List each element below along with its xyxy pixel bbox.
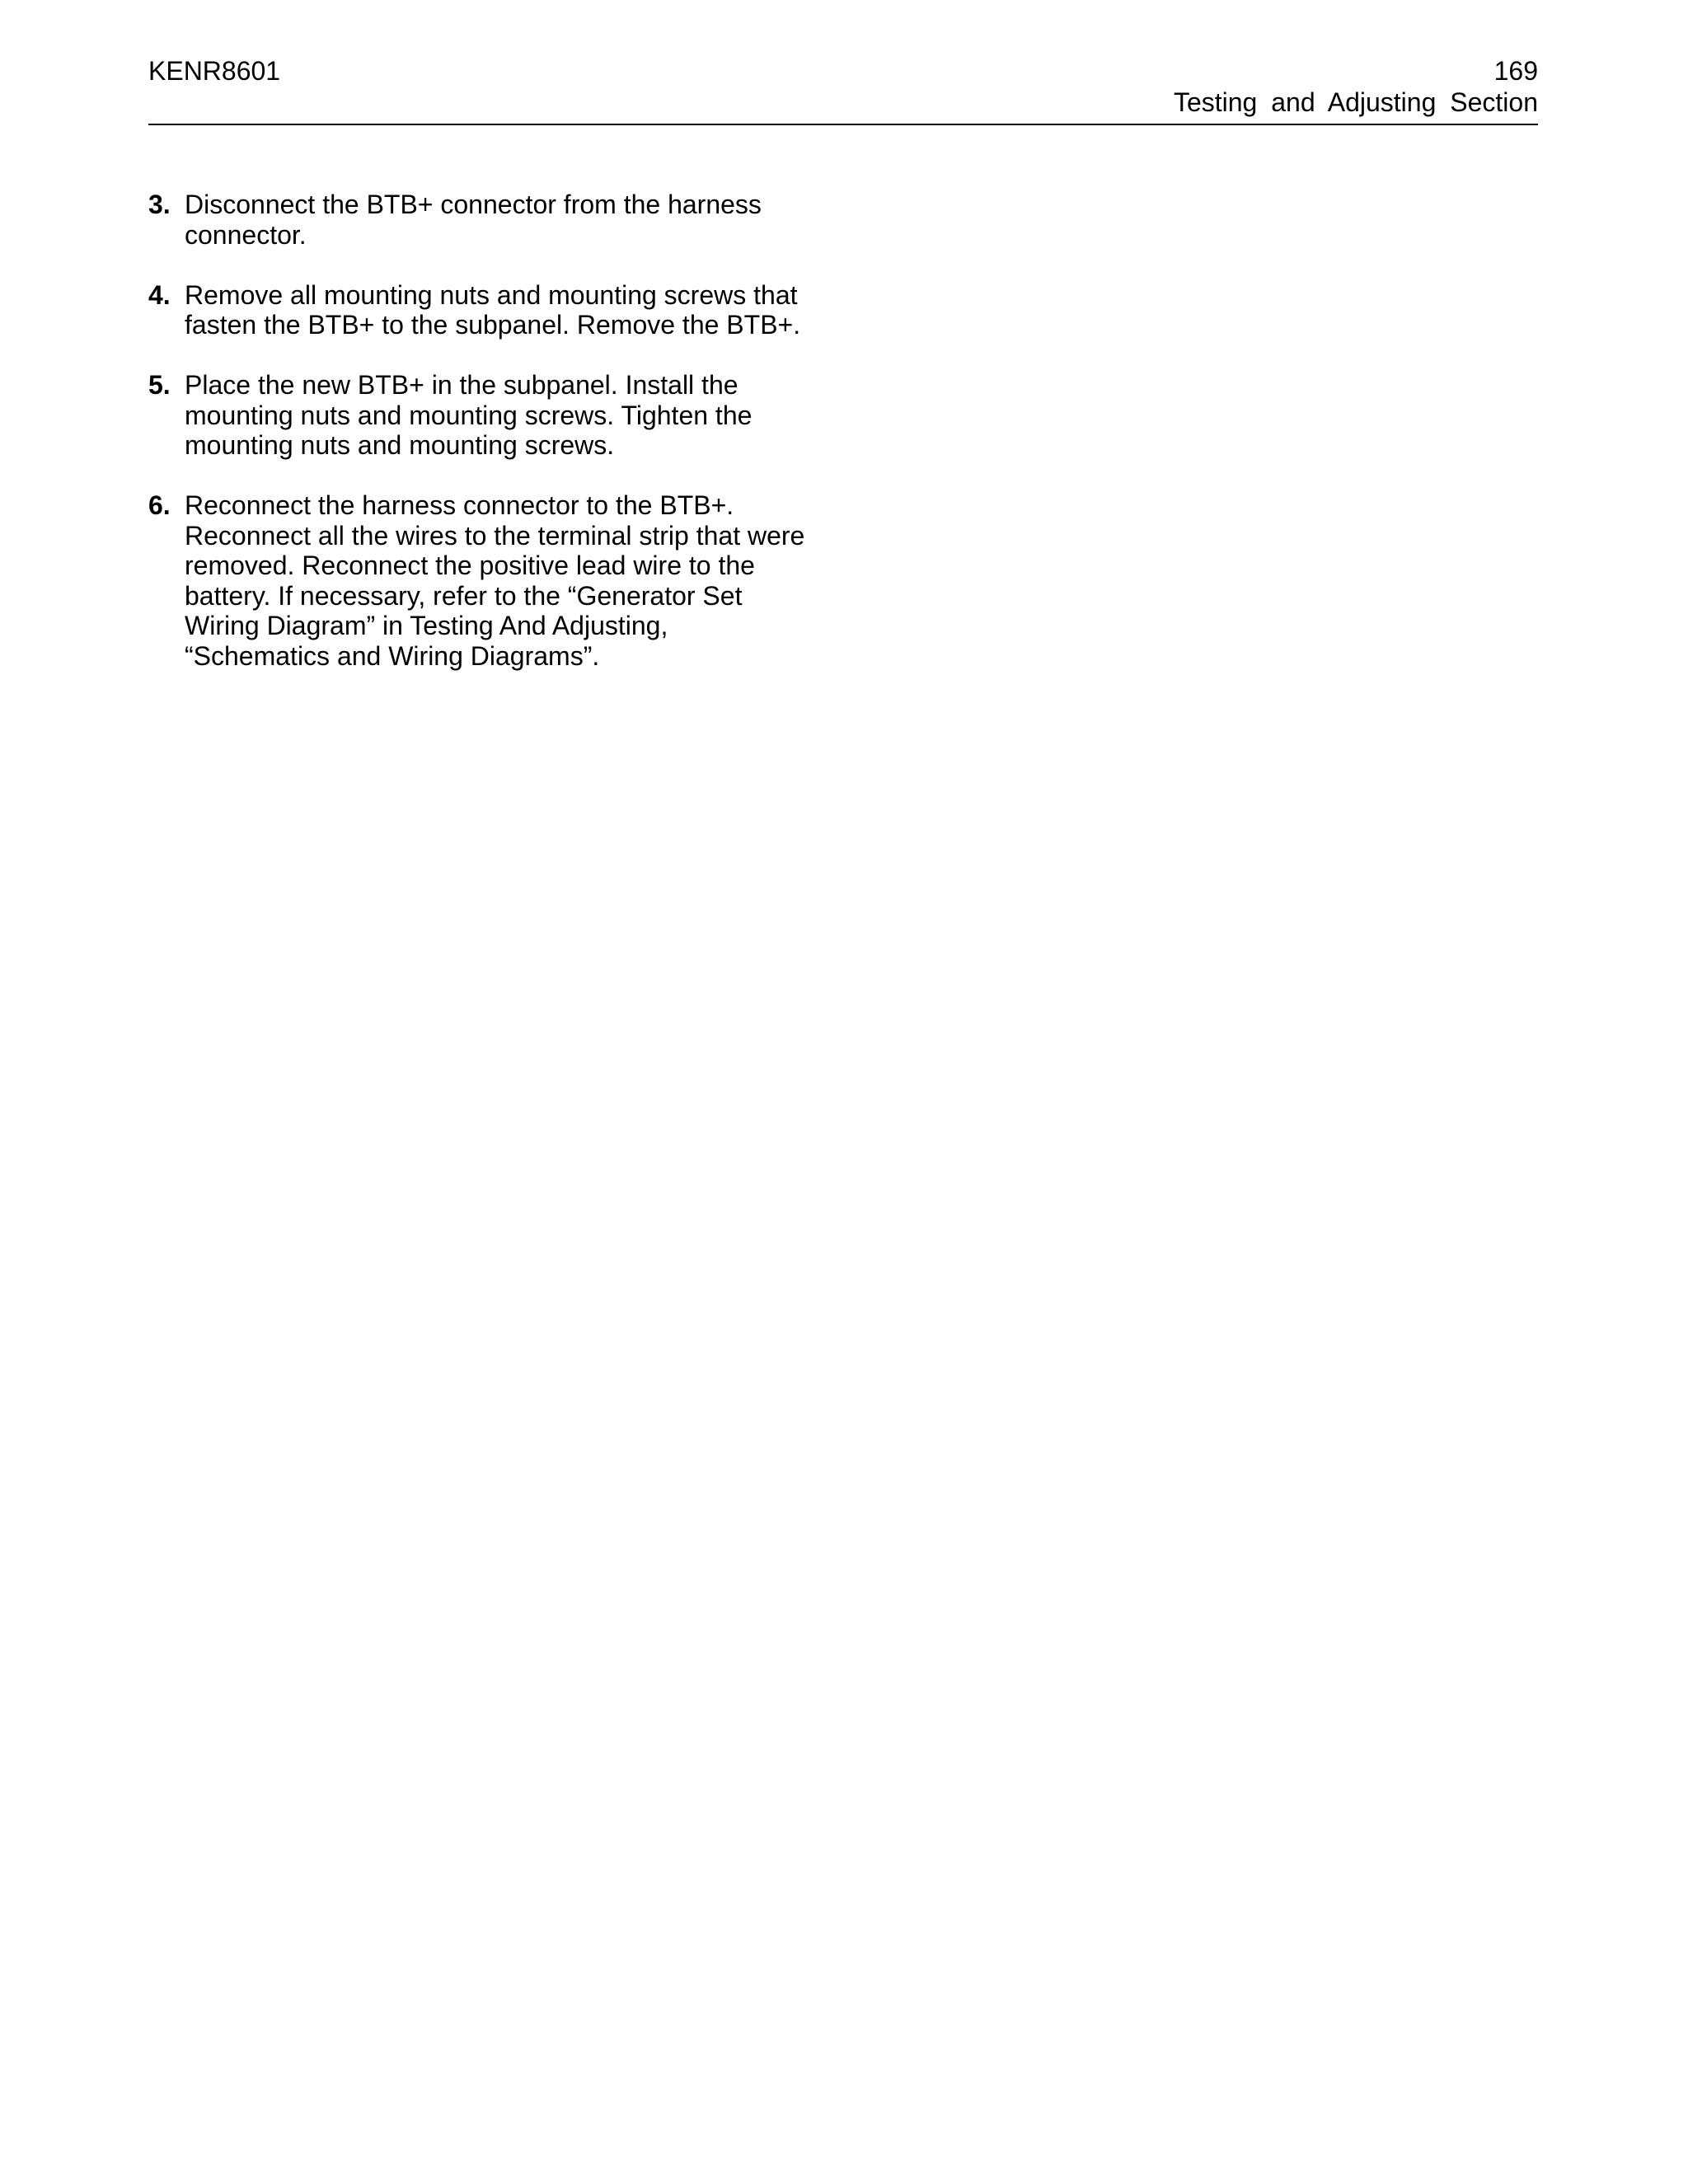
step-text: Reconnect the harness connector to the BTB+. Reconnect all the wires to the terminal strip that were removed. Reconnect the positive lead wire to the battery. If necessary, refer to the “Generator Set Wiring Diagram” in Testing And Adjusting, “Schematics and Wiring Diagrams”.: [185, 490, 805, 671]
page-header: [148, 54, 1538, 125]
step-number: 5.: [148, 370, 171, 400]
step-text: Disconnect the BTB+ connector from the harness connector.: [185, 190, 762, 250]
procedure-steps: [148, 190, 808, 701]
step-text: Remove all mounting nuts and mounting screws that fasten the BTB+ to the subpanel. Remove the BTB+.: [185, 279, 801, 340]
procedure-step-3: [148, 190, 808, 250]
step-number: 3.: [148, 190, 171, 219]
page-number: 169: [1493, 56, 1538, 86]
procedure-step-4: [148, 280, 808, 340]
procedure-step-5: [148, 370, 808, 461]
section-title: Testing and Adjusting Section: [1173, 87, 1538, 117]
procedure-step-6: [148, 490, 808, 671]
step-number: 6.: [148, 490, 171, 520]
document-id: KENR8601: [148, 56, 281, 86]
step-number: 4.: [148, 279, 171, 310]
step-text: Place the new BTB+ in the subpanel. Install the mounting nuts and mounting screws. Tighten the mounting nuts and mounting screws.: [185, 370, 753, 460]
